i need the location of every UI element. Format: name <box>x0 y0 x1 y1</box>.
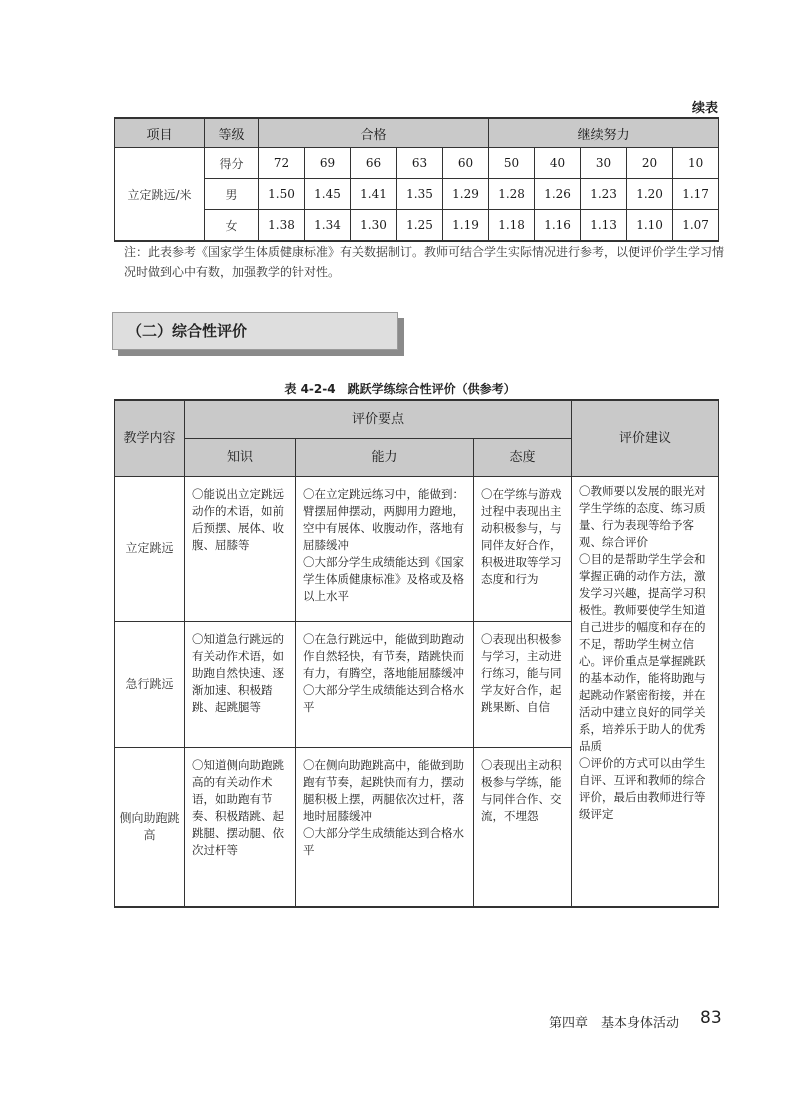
attitude-cell: 〇表现出积极参与学习，主动进行练习，能与同学友好合作，起跳果断、自信 <box>474 621 572 747</box>
header-ability: 能力 <box>296 438 474 476</box>
continued-label: 续表 <box>691 101 718 116</box>
footer-chapter: 第四章 基本身体活动 <box>549 1016 680 1031</box>
jump-evaluation-table <box>114 399 719 908</box>
header-pass: 合格 <box>259 118 489 148</box>
knowledge-cell: 〇知道急行跳远的有关动作术语，如助跑自然快速、逐渐加速、积极踏跳、起跳腿等 <box>185 621 296 747</box>
row-label: 立定跳远 <box>115 476 185 621</box>
table-cell: 1.18 <box>489 210 535 242</box>
table-cell: 1.34 <box>305 210 351 242</box>
header-content: 教学内容 <box>115 400 185 476</box>
table-cell: 1.25 <box>397 210 443 242</box>
row-label: 男 <box>205 179 259 210</box>
attitude-cell: 〇表现出主动积极参与学练，能与同伴合作、交流，不埋怨 <box>474 747 572 907</box>
knowledge-cell: 〇能说出立定跳远动作的术语，如前后预摆、展体、收腹、屈膝等 <box>185 476 296 621</box>
knowledge-cell: 〇知道侧向助跑跳高的有关动作术语，如助跑有节奏、积极踏跳、起跳腿、摆动腿、依次过杆等 <box>185 747 296 907</box>
header-effort: 继续努力 <box>489 118 719 148</box>
table-cell: 1.50 <box>259 179 305 210</box>
table-cell: 1.19 <box>443 210 489 242</box>
table-cell: 30 <box>581 148 627 179</box>
row-label: 急行跳远 <box>115 621 185 747</box>
table-cell: 50 <box>489 148 535 179</box>
ability-cell: 〇在侧向助跑跳高中，能做到助跑有节奏，起跳快而有力，摆动腿积极上摆，两腿依次过杆，落地时屈膝缓冲 〇大部分学生成绩能达到合格水平 <box>296 747 474 907</box>
table-cell: 69 <box>305 148 351 179</box>
header-points: 评价要点 <box>185 400 572 438</box>
table-cell: 1.23 <box>581 179 627 210</box>
table-row <box>115 210 719 242</box>
table-cell: 1.29 <box>443 179 489 210</box>
item-label: 立定跳远/米 <box>115 148 205 242</box>
attitude-cell: 〇在学练与游戏过程中表现出主动积极参与，与同伴友好合作，积极进取等学习态度和行为 <box>474 476 572 621</box>
table-cell: 1.30 <box>351 210 397 242</box>
table-cell: 1.20 <box>627 179 673 210</box>
table-cell: 1.26 <box>535 179 581 210</box>
header-grade: 等级 <box>205 118 259 148</box>
table-cell: 1.10 <box>627 210 673 242</box>
table-row <box>115 476 719 621</box>
table-cell: 1.38 <box>259 210 305 242</box>
table-cell: 10 <box>673 148 719 179</box>
table-caption: 表 4-2-4 跳跃学练综合性评价（供参考） <box>284 382 516 396</box>
table-cell: 1.13 <box>581 210 627 242</box>
header-attitude: 态度 <box>474 438 572 476</box>
table-cell: 1.28 <box>489 179 535 210</box>
table-cell: 1.16 <box>535 210 581 242</box>
table-cell: 1.17 <box>673 179 719 210</box>
header-advice: 评价建议 <box>572 400 719 476</box>
section-title: （二）综合性评价 <box>112 312 398 350</box>
table-cell: 40 <box>535 148 581 179</box>
ability-cell: 〇在立定跳远练习中，能做到：臂摆屈伸摆动，两脚用力蹬地，空中有展体、收腹动作，落地有屈膝缓冲 〇大部分学生成绩能达到《国家学生体质健康标准》及格或及格以上水平 <box>296 476 474 621</box>
table-cell: 1.45 <box>305 179 351 210</box>
table-cell: 1.41 <box>351 179 397 210</box>
table-cell: 72 <box>259 148 305 179</box>
header-item: 项目 <box>115 118 205 148</box>
table-cell: 1.35 <box>397 179 443 210</box>
advice-cell: 〇教师要以发展的眼光对学生学练的态度、练习质量、行为表现等给予客观、综合评价 〇目的是帮助学生学会和掌握正确的动作方法，激发学习兴趣，提高学习积极性。教师要使学生知道自己进步的幅度和存在的不足，帮助学生树立信心。评价重点是掌握跳跃的基本动作，能将助跑与起跳动作紧密衔接，并在活动中建立良好的同学关系，培养乐于助人的优秀品质 〇评价的方式可以由学生自评、互评和教师的综合评价，最后由教师进行等级评定 <box>572 476 719 907</box>
page-number: 83 <box>700 1008 722 1028</box>
row-label: 侧向助跑跳高 <box>115 747 185 907</box>
row-label: 得分 <box>205 148 259 179</box>
table-row <box>115 179 719 210</box>
header-knowledge: 知识 <box>185 438 296 476</box>
ability-cell: 〇在急行跳远中，能做到助跑动作自然轻快，有节奏，踏跳快而有力，有腾空，落地能屈膝缓冲 〇大部分学生成绩能达到合格水平 <box>296 621 474 747</box>
table-cell: 20 <box>627 148 673 179</box>
standing-long-jump-score-table <box>114 117 719 242</box>
table-cell: 60 <box>443 148 489 179</box>
table-cell: 66 <box>351 148 397 179</box>
table-cell: 63 <box>397 148 443 179</box>
table-row <box>115 148 719 179</box>
table-note: 注：此表参考《国家学生体质健康标准》有关数据制订。教师可结合学生实际情况进行参考，以便评价学生学习情况时做到心中有数，加强教学的针对性。 <box>124 245 725 279</box>
row-label: 女 <box>205 210 259 242</box>
table-cell: 1.07 <box>673 210 719 242</box>
